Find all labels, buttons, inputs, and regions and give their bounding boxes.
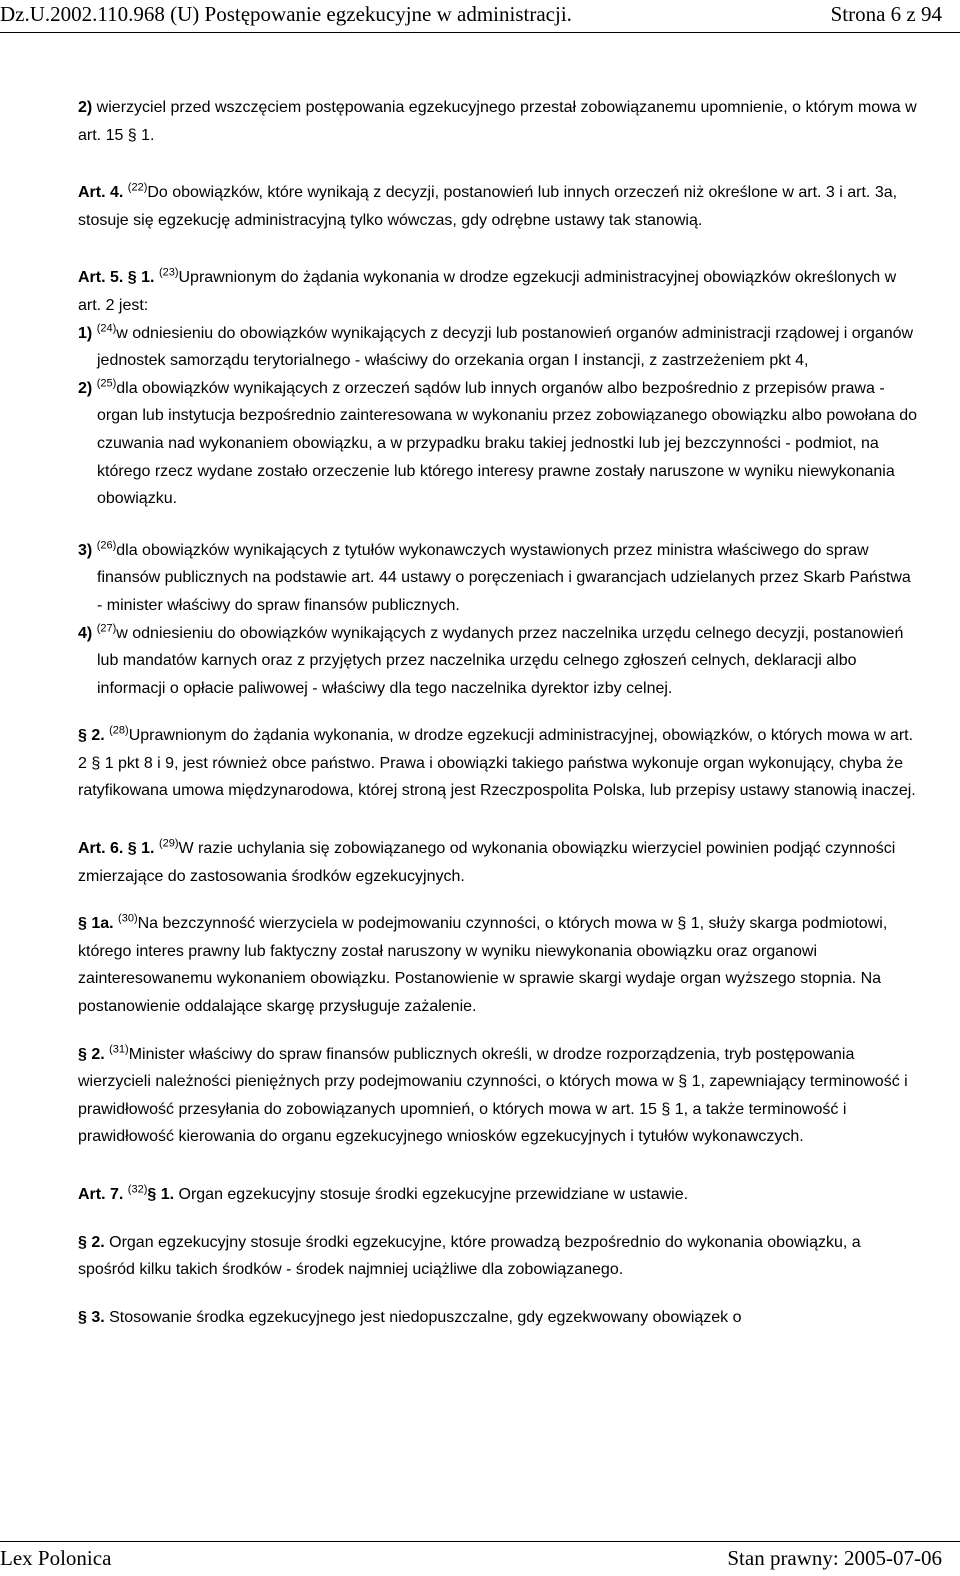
paragraph-heading: § 2. (78, 727, 105, 745)
footnote-ref: (32) (127, 1183, 148, 1196)
publisher-name: Lex Polonica (0, 1546, 112, 1570)
footnote-ref: (26) (96, 539, 117, 552)
paragraph-heading: § 1a. (78, 915, 114, 933)
document-body (38, 94, 918, 1331)
footnote-ref: (30) (118, 912, 138, 925)
article-heading: Art. 5. § 1. (78, 269, 155, 287)
list-item: 3) $^{(26)}$dla obowiązków wynikających z tytułów wykonawczych wystawionych przez ministra właściwego do spraw finansów publicznych na podstawie art. 44 ustawy o poręczeniach i gwarancjach udzielanych przez Skarb Państwa - minister właściwy do spraw finansów publicznych. (78, 539, 911, 614)
article-5-par-2: § 2. $^{(28)}$Uprawnionym do żądania wykonania, w drodze egzekucji administracyjnej, obowiązków, o których mowa w art. 2 § 1 pkt 8 i 9, jest również obce państwo. Prawa i obowiązki takiego państwa wykonuje organ wykonujący, chyba że ratyfikowana umowa międzynarodowa, której stroną jest Rzeczpospolita Polska, lub przepisy ustawy stanowią inaczej. (78, 724, 916, 800)
paragraph-heading: § 3. (78, 1308, 105, 1326)
footnote-ref: (29) (158, 837, 179, 850)
article-heading: Art. 7. (78, 1186, 124, 1203)
article-4: Art. 4. $^{(22)}$Do obowiązków, które wynikają z decyzji, postanowień lub innych orzeczeń niż określone w art. 3 i art. 3a, stosuje się egzekucję administracyjną tylko wówczas, gdy odrębne ustawy tak stanowią. (78, 181, 898, 229)
article-7-par-2: § 2. Organ egzekucyjny stosuje środki egzekucyjne, które prowadzą bezpośrednio do wykonania obowiązku, a spośród kilku takich środków - środek najmniej uciążliwe dla zobowiązanego. (78, 1233, 861, 1279)
article-heading: Art. 6. § 1. (78, 840, 155, 858)
list-item: 1) $^{(24)}$w odniesieniu do obowiązków wynikających z decyzji lub postanowień organów administracji rządowej i organów jednostek samorządu terytorialnego - właściwy do orzekania organ I instancji, z zastrzeżeniem pkt 4, (78, 322, 914, 370)
paragraph-heading: § 1. (147, 1186, 175, 1203)
footnote-ref: (24) (96, 322, 117, 335)
list-item: 2) $^{(25)}$dla obowiązków wynikających z orzeczeń sądów lub innych organów albo bezpośrednio z przepisów prawa - organ lub instytucja bezpośrednio zainteresowana w wykonaniu przez zobowiązanego obowiązku albo powołana do czuwania nad wykonaniem obowiązku, a w przypadku braku takiej jednostki lub jej bezczynności - podmiot, na którego rzecz wydane zostało orzeczenie lub którego interesy prawne zostały naruszone w wyniku niewykonania obowiązku. (78, 377, 918, 508)
article-7-par-3: § 3. Stosowanie środka egzekucyjnego jest niedopuszczalne, gdy egzekwowany obowiązek o (78, 1308, 742, 1326)
paragraph-heading: § 2. (78, 1045, 105, 1063)
footnote-ref: (22) (127, 181, 148, 194)
page-number: Strona 6 z 94 (830, 2, 942, 26)
article-6-par-1: Art. 6. § 1. $^{(29)}$W razie uchylania się zobowiązanego od wykonania obowiązku wierzyciel powinien podjąć czynności zmierzające do zastosowania środków egzekucyjnych. (78, 837, 896, 885)
document-reference: Dz.U.2002.110.968 (U) Postępowanie egzekucyjne w administracji. (0, 2, 572, 26)
footnote-ref: (28) (109, 724, 129, 737)
article-6-par-2: § 2. $^{(31)}$Minister właściwy do spraw finansów publicznych określi, w drodze rozporządzenia, tryb postępowania wierzycieli należności pieniężnych przy podejmowaniu czynności, o których mowa w § 1, zapewniający terminowość i prawidłowość przesyłania do zobowiązanych upomnień, o których mowa w art. 15 § 1, a także terminowość i prawidłowość kierowania do organu egzekucyjnego wniosków egzekucyjnych i tytułów wykonawczych. (78, 1043, 908, 1146)
legal-status-date: Stan prawny: 2005-07-06 (727, 1546, 942, 1570)
footnote-ref: (23) (158, 267, 179, 280)
article-6-par-1a: § 1a. $^{(30)}$Na bezczynność wierzyciela w podejmowaniu czynności, o których mowa w § 1, służy skarga podmiotowi, którego interes prawny lub faktyczny został naruszony w wyniku niewykonania obowiązku oraz organowi zainteresowanemu wykonaniem obowiązku. Postanowienie w sprawie skargi wydaje organ wyższego stopnia. Na postanowienie oddalające skargę przysługuje zażalenie. (78, 912, 888, 1016)
page-header (0, 2, 960, 33)
footnote-ref: (27) (96, 622, 117, 635)
footnote-ref: (25) (96, 377, 117, 390)
footnote-ref: (31) (109, 1043, 129, 1056)
article-7-par-1: Art. 7. $^{(32)}$§ 1. Organ egzekucyjny stosuje środki egzekucyjne przewidziane w ustawie. (78, 1183, 689, 1203)
list-item: 4) $^{(27)}$w odniesieniu do obowiązków wynikających z wydanych przez naczelnika urzędu celnego decyzji, postanowień lub mandatów karnych oraz z przyjętych przez naczelnika urzędu celnego zgłoszeń celnych, deklaracji albo informacji o opłacie paliwowej - właściwy dla tego naczelnika dyrektor izby celnej. (78, 622, 904, 697)
page-footer (0, 1541, 960, 1576)
article-5-par-1: Art. 5. § 1. $^{(23)}$Uprawnionym do żądania wykonania w drodze egzekucji administracyjnej obowiązków określonych w art. 2 jest: (78, 267, 897, 314)
paragraph-heading: § 2. (78, 1233, 105, 1251)
list-item: 2) wierzyciel przed wszczęciem postępowania egzekucyjnego przestał zobowiązanemu upomnienie, o którym mowa w art. 15 § 1. (78, 99, 917, 144)
article-heading: Art. 4. (78, 184, 124, 202)
